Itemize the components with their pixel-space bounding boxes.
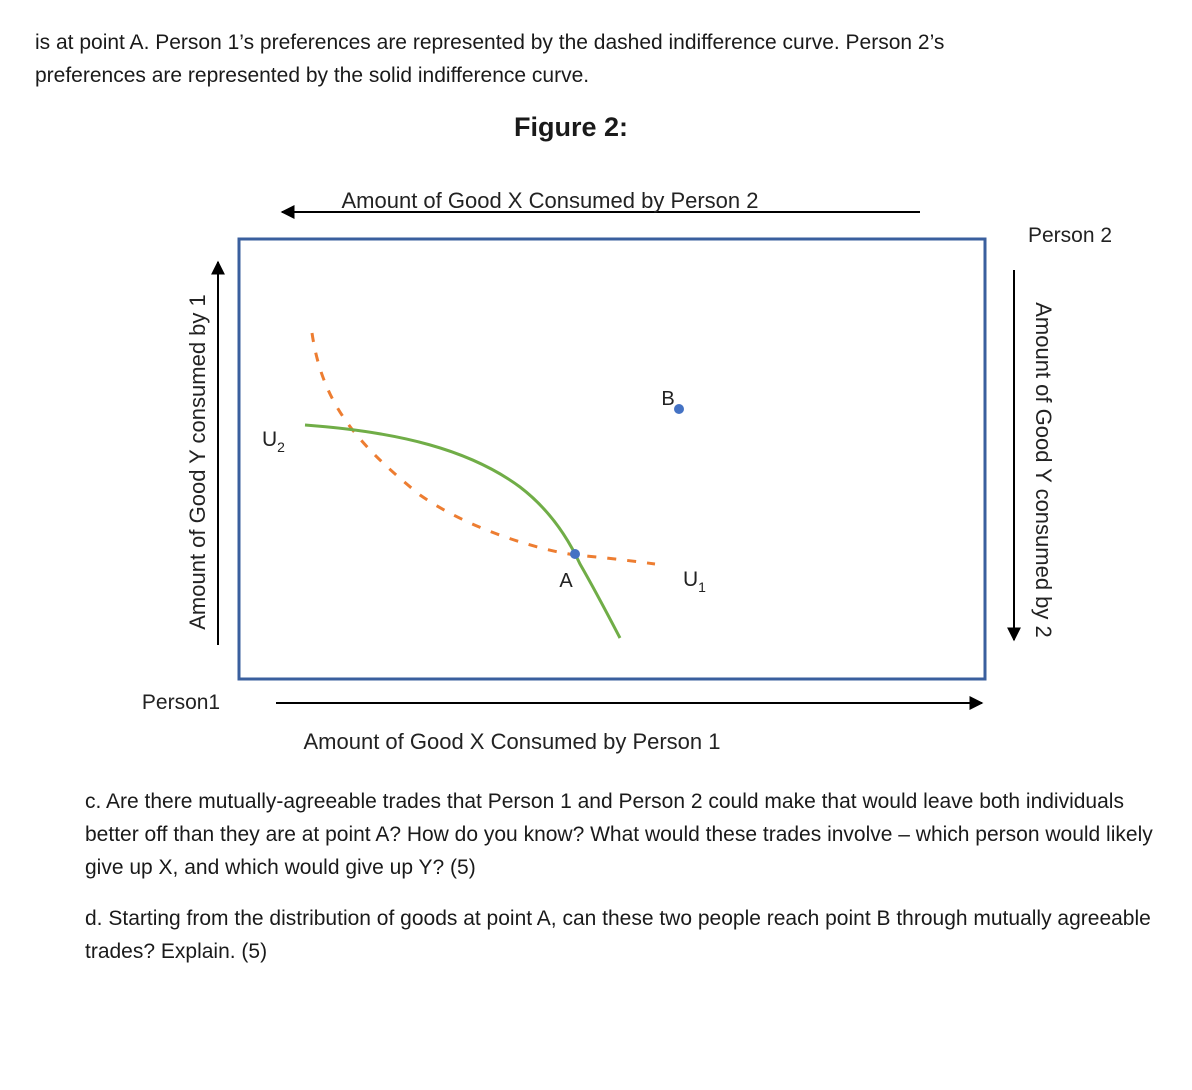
- question-d: d. Starting from the distribution of goods at point A, can these two people reach point B through mutually agreeable trades? Explain. (5): [85, 907, 1151, 963]
- intro-line-1: is at point A. Person 1’s preferences are represented by the dashed indifference curve. Person 2’s: [35, 31, 945, 54]
- u2-label-sub: 2: [277, 439, 285, 455]
- u1-label: [683, 568, 706, 595]
- solid-indifference-curve: [305, 425, 620, 638]
- u2-label-main: U: [262, 428, 278, 451]
- point-a-label: A: [559, 570, 573, 592]
- person2-label: Person 2: [1027, 224, 1113, 247]
- top-axis-label: Amount of Good X Consumed by Person 2: [341, 188, 759, 213]
- person1-label: Person1: [141, 691, 221, 714]
- bottom-axis-label: Amount of Good X Consumed by Person 1: [303, 729, 721, 754]
- point-a-marker: [570, 549, 580, 559]
- point-b-label: B: [661, 388, 675, 410]
- question-c: c. Are there mutually-agreeable trades that Person 1 and Person 2 could make that would leave both individuals better off than they are at point A? How do you know? What would these trades involve – which person would likely give up X, and which would give up Y? (5): [85, 790, 1153, 879]
- u1-label-main: U: [683, 568, 699, 591]
- edgeworth-box: [239, 239, 985, 679]
- point-b-marker: [674, 404, 684, 414]
- left-axis-label: Amount of Good Y consumed by 1: [185, 294, 210, 630]
- right-axis-label: Amount of Good Y consumed by 2: [1031, 302, 1056, 638]
- u1-label-sub: 1: [698, 579, 706, 595]
- figure-title-text: Figure 2:: [513, 112, 628, 142]
- dashed-indifference-curve: [312, 333, 655, 564]
- u2-label: [262, 428, 285, 455]
- intro-line-2: preferences are represented by the solid indifference curve.: [35, 64, 590, 87]
